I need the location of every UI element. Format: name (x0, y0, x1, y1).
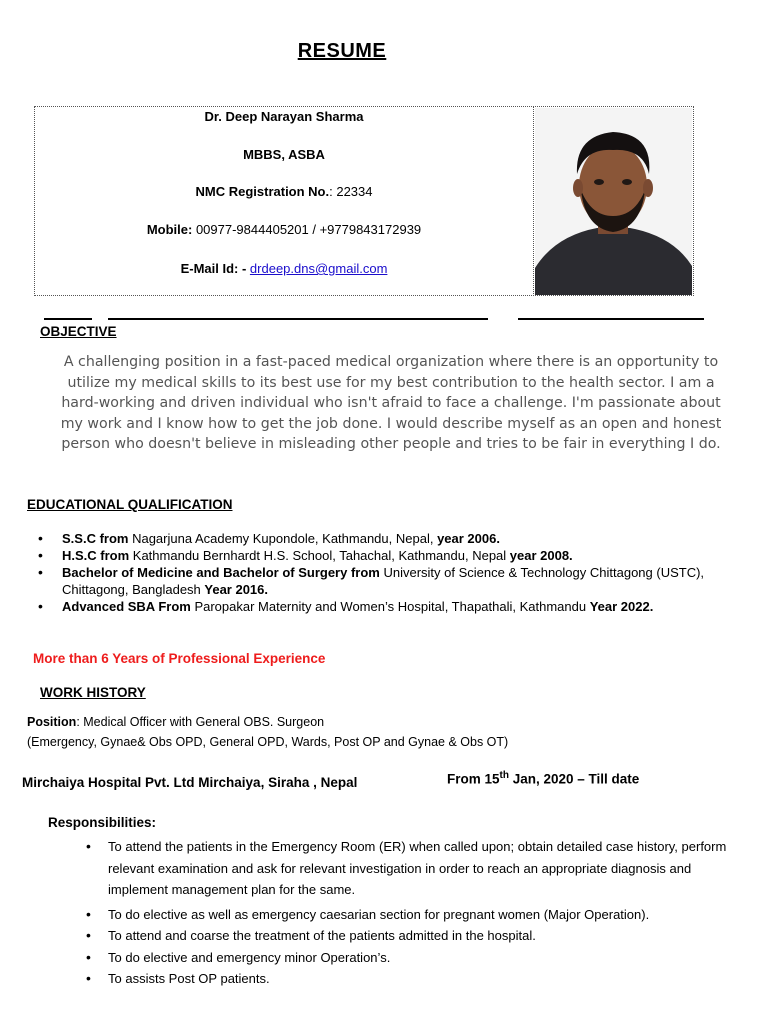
position-line: Position: Medical Officer with General OBS. Surgeon (27, 715, 325, 729)
hospital-name: Mirchaiya Hospital Pvt. Ltd Mirchaiya, Siraha , Nepal (22, 775, 358, 790)
header-rule (44, 318, 704, 320)
rule-gap (92, 318, 108, 320)
employment-dates: From 15th Jan, 2020 – Till date (447, 770, 640, 787)
nmc-registration: NMC Registration No.: 22334 (195, 184, 373, 199)
profile-photo (535, 108, 692, 295)
rule-gap (488, 318, 518, 320)
list-item: • S.S.C from Nagarjuna Academy Kupondole, Kathmandu, Nepal, year 2006. (28, 530, 748, 547)
list-item: • To assists Post OP patients. (80, 968, 740, 990)
list-item: • To attend the patients in the Emergency Room (ER) when called upon; obtain detailed case history, perform relevant examination and ask for relevant investigation in order to reach an appropriate diagnosis and implement management plan for the same. (80, 836, 740, 901)
list-item: • To do elective and emergency minor Operation’s. (80, 947, 740, 969)
list-item: • Advanced SBA From Paropakar Maternity and Women’s Hospital, Thapathali, Kathmandu Year 2022. (28, 598, 748, 615)
candidate-name: Dr. Deep Narayan Sharma (204, 109, 364, 124)
resume-title: RESUME (297, 40, 387, 62)
list-item: • H.S.C from Kathmandu Bernhardt H.S. School, Tahachal, Kathmandu, Nepal year 2008. (28, 547, 748, 564)
objective-heading: OBJECTIVE (40, 324, 117, 339)
email: E-Mail Id: - drdeep.dns@gmail.com (180, 261, 388, 276)
education-heading: EDUCATIONAL QUALIFICATION (27, 497, 233, 512)
list-item: • To do elective as well as emergency caesarian section for pregnant women (Major Operation). (80, 904, 740, 926)
email-link[interactable]: drdeep.dns@gmail.com (249, 261, 388, 276)
work-history-heading: WORK HISTORY (40, 685, 146, 700)
position-scope: (Emergency, Gynae& Obs OPD, General OPD, Wards, Post OP and Gynae & Obs OT) (27, 735, 509, 749)
responsibilities-list (80, 836, 740, 990)
objective-text: A challenging position in a fast-paced medical organization where there is an opportunity to utilize my medical skills to its best use for my best contribution to the health sector. I am a hard-working and driven individual who isn't afraid to face a challenge. I'm passionate about my work and I know how to get the job done. I would describe myself as an open and honest person who doesn't believe in misleading other people and tries to be fair in everything I do. (60, 354, 722, 452)
responsibilities-heading: Responsibilities: (48, 815, 157, 830)
education-list (28, 530, 748, 615)
list-item: • Bachelor of Medicine and Bachelor of Surgery from University of Science & Technology Chittagong (USTC), Chittagong, Bangladesh Year 2016. (28, 564, 748, 598)
experience-summary: More than 6 Years of Professional Experience (33, 651, 326, 666)
list-item: • To attend and coarse the treatment of the patients admitted in the hospital. (80, 925, 740, 947)
candidate-degrees: MBBS, ASBA (243, 147, 325, 162)
mobile-number: Mobile: 00977-9844405201 / +9779843172939 (146, 222, 422, 237)
